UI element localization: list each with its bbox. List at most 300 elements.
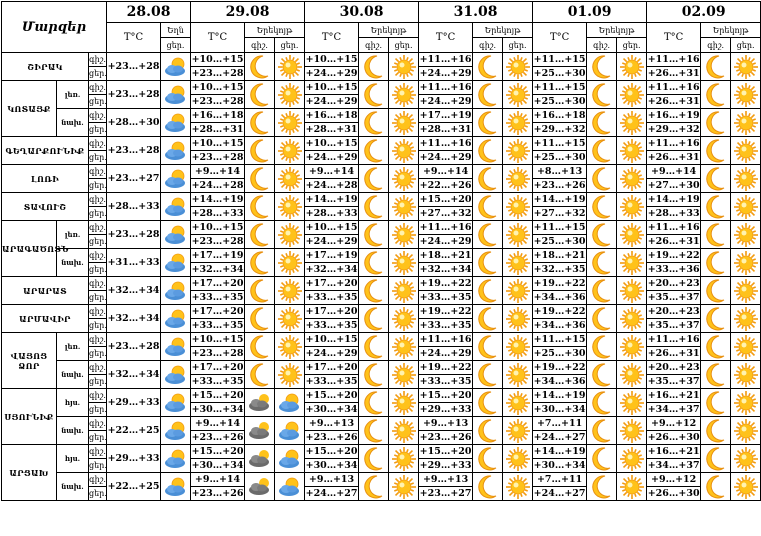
sun-icon (277, 250, 303, 276)
sun-icon (619, 278, 645, 304)
moon-icon (361, 250, 387, 276)
day-icon-cell (503, 53, 533, 81)
sun-icon (733, 390, 759, 416)
sun-icon (505, 138, 531, 164)
night-icon-cell (245, 81, 275, 109)
night-icon-cell (473, 165, 503, 193)
temperature-cell: +10…+15 +24…+29 (305, 138, 358, 163)
temperature-cell: +11…+15 +25…+30 (533, 222, 586, 247)
weather-icon-cell (161, 417, 191, 445)
moon-icon (475, 166, 501, 192)
region-name: ՏԱՎՈՒՇ (2, 193, 89, 221)
temperature-cell: +29…+33 (107, 389, 161, 417)
moon-icon (247, 222, 273, 248)
sun-icon (391, 222, 417, 248)
day-icon-cell (503, 137, 533, 165)
day-icon-cell (275, 445, 305, 473)
temperature-cell: +23…+28 (107, 137, 161, 165)
day-icon-cell (617, 81, 647, 109)
period-labels: գիշ. ցեր. (89, 333, 107, 361)
table-row (2, 193, 761, 221)
day-icon-cell (503, 417, 533, 445)
temp-unit-header: T°C (647, 23, 701, 53)
region-name: ՇԻՐԱԿ (2, 53, 89, 81)
table-row (2, 81, 761, 109)
temperature-cell: +32…+34 (107, 277, 161, 305)
temperature-cell: +16…+18 +29…+32 (533, 110, 586, 135)
partly-cloudy-icon (163, 54, 189, 80)
night-icon-cell (359, 473, 389, 501)
night-icon-cell (473, 361, 503, 389)
day-icon-cell (275, 137, 305, 165)
night-icon-cell (473, 109, 503, 137)
temperature-cell: +31…+33 (107, 249, 161, 277)
temperature-cell: +18…+21 +32…+35 (533, 250, 586, 275)
night-icon-cell (359, 109, 389, 137)
day-icon-cell (389, 361, 419, 389)
night-icon-cell (701, 249, 731, 277)
temperature-cell: +9…+14 +23…+26 (191, 418, 244, 443)
day-icon-cell (503, 81, 533, 109)
temperature-cell: +9…+12 +26…+30 (647, 474, 700, 499)
temperature-cell: +23…+28 (107, 53, 161, 81)
moon-icon (475, 446, 501, 472)
moon-icon (361, 138, 387, 164)
weather-icon-cell (161, 473, 191, 501)
temperature-cell: +10…+15 +23…+28 (191, 82, 244, 107)
temperature-cell: +10…+15 +23…+28 (191, 54, 244, 79)
moon-icon (703, 418, 729, 444)
date-header: 28.08 (107, 2, 191, 23)
night-icon-cell (701, 333, 731, 361)
moon-icon (247, 194, 273, 220)
day-icon-cell (731, 221, 761, 249)
moon-icon (247, 110, 273, 136)
night-icon-cell (359, 361, 389, 389)
table-row (2, 165, 761, 193)
day-label: ցեր. (503, 38, 533, 53)
night-icon-cell (587, 305, 617, 333)
day-icon-cell (503, 389, 533, 417)
partly-cloudy-icon (163, 138, 189, 164)
temperature-cell: +16…+21 +34…+37 (647, 446, 700, 471)
period-labels: գիշ. ցեր. (89, 473, 107, 501)
night-icon-cell (359, 445, 389, 473)
night-icon-cell (587, 445, 617, 473)
day-icon-cell (275, 417, 305, 445)
temperature-cell: +10…+15 +23…+28 (191, 334, 244, 359)
day-icon-cell (503, 361, 533, 389)
night-icon-cell (587, 389, 617, 417)
moon-icon (703, 278, 729, 304)
moon-icon (361, 194, 387, 220)
day-icon-cell (617, 165, 647, 193)
day-icon-cell (389, 221, 419, 249)
night-icon-cell (701, 277, 731, 305)
temperature-cell: +18…+21 +32…+34 (419, 250, 472, 275)
night-icon-cell (473, 221, 503, 249)
day-label: ցեր. (731, 38, 761, 53)
sun-icon (619, 418, 645, 444)
sun-icon (505, 306, 531, 332)
temperature-cell: +20…+23 +35…+37 (647, 306, 700, 331)
moon-icon (361, 474, 387, 500)
weather-icon-cell (161, 221, 191, 249)
night-label: գիշ. (587, 38, 617, 53)
sun-icon (391, 418, 417, 444)
day-icon-cell (275, 193, 305, 221)
partly-cloudy-icon (163, 446, 189, 472)
sun-icon (505, 362, 531, 388)
region-name: ԳԵՂԱՐՔՈՒՆԻՔ (2, 137, 89, 165)
temperature-cell: +15…+20 +29…+33 (419, 390, 472, 415)
table-row (2, 53, 761, 81)
partly-cloudy-icon (163, 362, 189, 388)
moon-icon (589, 390, 615, 416)
period-labels: գիշ. ցեր. (89, 81, 107, 109)
day-icon-cell (503, 305, 533, 333)
temperature-cell: +19…+22 +33…+36 (647, 250, 700, 275)
table-row (2, 305, 761, 333)
sun-icon (391, 166, 417, 192)
sun-icon (505, 110, 531, 136)
moon-icon (703, 166, 729, 192)
sun-icon (277, 306, 303, 332)
period-labels: գիշ. ցեր. (89, 277, 107, 305)
temperature-cell: +19…+22 +34…+36 (533, 306, 586, 331)
sun-icon (619, 222, 645, 248)
partly-cloudy-icon (163, 306, 189, 332)
day-icon-cell (275, 109, 305, 137)
sun-icon (505, 334, 531, 360)
weather-icon-cell (161, 249, 191, 277)
night-icon-cell (587, 53, 617, 81)
night-icon-cell (701, 361, 731, 389)
sun-icon (505, 82, 531, 108)
temperature-cell: +22…+25 (107, 473, 161, 501)
period-labels: գիշ. ցեր. (89, 445, 107, 473)
moon-icon (589, 306, 615, 332)
region-name: ԱՐՄԱՎԻՐ (2, 305, 89, 333)
sun-icon (619, 334, 645, 360)
night-icon-cell (359, 165, 389, 193)
subregion-label: լեռ. (57, 333, 89, 361)
day-icon-cell (503, 193, 533, 221)
night-icon-cell (245, 389, 275, 417)
temp-unit-header: T°C (533, 23, 587, 53)
partly-cloudy-icon (163, 250, 189, 276)
subregion-label: հյս. (57, 445, 89, 473)
day-icon-cell (731, 249, 761, 277)
partly-cloudy-icon (277, 446, 303, 472)
night-icon-cell (587, 277, 617, 305)
day-icon-cell (617, 473, 647, 501)
date-header: 02.09 (647, 2, 761, 23)
sun-icon (619, 390, 645, 416)
temperature-cell: +14…+19 +28…+33 (305, 194, 358, 219)
partly-cloudy-icon (163, 194, 189, 220)
date-header: 01.09 (533, 2, 647, 23)
partly-cloudy-icon (277, 418, 303, 444)
day-icon-cell (503, 165, 533, 193)
day-icon-cell (503, 277, 533, 305)
temperature-cell: +11…+16 +24…+29 (419, 54, 472, 79)
temperature-cell: +32…+34 (107, 305, 161, 333)
night-icon-cell (587, 137, 617, 165)
day-icon-cell (503, 445, 533, 473)
moon-icon (703, 474, 729, 500)
moon-icon (703, 110, 729, 136)
moon-icon (247, 250, 273, 276)
day-icon-cell (389, 81, 419, 109)
night-icon-cell (245, 165, 275, 193)
moon-icon (475, 278, 501, 304)
day-icon-cell (731, 193, 761, 221)
table-row (2, 445, 761, 473)
weather-icon-cell (161, 137, 191, 165)
table-row (2, 277, 761, 305)
moon-icon (361, 446, 387, 472)
night-icon-cell (587, 221, 617, 249)
sun-icon (277, 110, 303, 136)
day-icon-cell (275, 81, 305, 109)
sun-icon (733, 54, 759, 80)
sun-icon (733, 222, 759, 248)
sun-icon (619, 306, 645, 332)
sun-icon (619, 166, 645, 192)
period-labels: գիշ. ցեր. (89, 193, 107, 221)
partly-cloudy-icon (163, 390, 189, 416)
temperature-cell: +17…+20 +33…+35 (305, 362, 358, 387)
temperature-cell: +15…+20 +27…+32 (419, 194, 472, 219)
table-row (2, 473, 761, 501)
temperature-cell: +16…+18 +28…+31 (305, 110, 358, 135)
sun-icon (733, 418, 759, 444)
moon-icon (247, 82, 273, 108)
temperature-cell: +23…+27 (107, 165, 161, 193)
moon-icon (589, 446, 615, 472)
temperature-cell: +11…+16 +26…+31 (647, 138, 700, 163)
night-icon-cell (245, 109, 275, 137)
period-labels: գիշ. ցեր. (89, 361, 107, 389)
weather-icon-cell (161, 53, 191, 81)
night-icon-cell (473, 277, 503, 305)
day-icon-cell (275, 473, 305, 501)
weather-icon-cell (161, 193, 191, 221)
sun-icon (391, 138, 417, 164)
temperature-cell: +11…+15 +25…+30 (533, 138, 586, 163)
partly-cloudy-icon (277, 390, 303, 416)
temperature-cell: +9…+14 +27…+30 (647, 166, 700, 191)
night-icon-cell (587, 109, 617, 137)
temperature-cell: +16…+21 +34…+37 (647, 390, 700, 415)
temperature-cell: +10…+15 +24…+29 (305, 222, 358, 247)
temperature-cell: +8…+13 +23…+26 (533, 166, 586, 191)
temperature-cell: +17…+20 +33…+35 (191, 306, 244, 331)
subregion-label: նախ. (57, 417, 89, 445)
night-icon-cell (359, 53, 389, 81)
subregion-label: նախ. (57, 361, 89, 389)
night-icon-cell (473, 137, 503, 165)
date-header: 29.08 (191, 2, 305, 23)
sun-icon (733, 250, 759, 276)
period-labels: գիշ. ցեր. (89, 165, 107, 193)
day-icon-cell (389, 333, 419, 361)
region-name: ԱՐԱՐԱՏ (2, 277, 89, 305)
moon-icon (703, 362, 729, 388)
sun-icon (733, 446, 759, 472)
temperature-cell: +9…+14 +24…+28 (191, 166, 244, 191)
sun-icon (505, 418, 531, 444)
temperature-cell: +11…+16 +24…+29 (419, 334, 472, 359)
subregion-label: նախ. (57, 249, 89, 277)
moon-icon (703, 222, 729, 248)
sun-icon (505, 222, 531, 248)
day-icon-cell (617, 109, 647, 137)
moon-icon (475, 418, 501, 444)
moon-icon (247, 278, 273, 304)
table-row (2, 389, 761, 417)
temperature-cell: +15…+20 +30…+34 (305, 390, 358, 415)
temperature-cell: +14…+19 +30…+34 (533, 390, 586, 415)
temperature-cell: +17…+20 +33…+35 (191, 278, 244, 303)
sun-icon (505, 166, 531, 192)
moon-icon (475, 306, 501, 332)
moon-icon (475, 362, 501, 388)
region-name: ՍՅՈՒՆԻՔ (2, 389, 57, 445)
moon-icon (703, 194, 729, 220)
day-icon-cell (275, 333, 305, 361)
day-icon-cell (389, 445, 419, 473)
partly-cloudy-icon (163, 334, 189, 360)
day-icon-cell (389, 165, 419, 193)
sun-icon (733, 110, 759, 136)
day-icon-cell (389, 473, 419, 501)
moon-icon (589, 194, 615, 220)
moon-icon (361, 222, 387, 248)
moon-icon (703, 138, 729, 164)
night-icon-cell (359, 137, 389, 165)
weather-icon-cell (161, 333, 191, 361)
weather-icon-cell (161, 81, 191, 109)
sun-icon (277, 194, 303, 220)
sun-icon (733, 306, 759, 332)
day-icon-cell (731, 305, 761, 333)
region-name: ԱՐԱԳԱԾՈՏՆ (2, 221, 57, 277)
weather-header: Երեկոյթ (701, 23, 761, 38)
day-icon-cell (617, 249, 647, 277)
temperature-cell: +28…+33 (107, 193, 161, 221)
period-labels: գիշ. ցեր. (89, 305, 107, 333)
temperature-cell: +15…+20 +30…+34 (191, 390, 244, 415)
moon-icon (361, 54, 387, 80)
temperature-cell: +32…+34 (107, 361, 161, 389)
day-icon-cell (617, 221, 647, 249)
sun-icon (733, 334, 759, 360)
temperature-cell: +22…+25 (107, 417, 161, 445)
moon-icon (589, 418, 615, 444)
night-icon-cell (245, 305, 275, 333)
temperature-cell: +23…+28 (107, 221, 161, 249)
sun-icon (391, 250, 417, 276)
temperature-cell: +19…+22 +34…+36 (533, 278, 586, 303)
moon-icon (589, 138, 615, 164)
moon-icon (589, 474, 615, 500)
day-icon-cell (731, 473, 761, 501)
moon-icon (703, 82, 729, 108)
sun-icon (277, 54, 303, 80)
temperature-cell: +14…+19 +30…+34 (533, 446, 586, 471)
sun-icon (277, 362, 303, 388)
day-icon-cell (731, 417, 761, 445)
weather-icon-cell (161, 361, 191, 389)
day-icon-cell (617, 137, 647, 165)
temperature-cell: +19…+22 +33…+35 (419, 306, 472, 331)
moon-icon (475, 82, 501, 108)
regions-header: Մարզեր (2, 2, 107, 53)
day-icon-cell (617, 361, 647, 389)
day-icon-cell (389, 277, 419, 305)
weather-icon-cell (161, 165, 191, 193)
subregion-label: նախ. (57, 109, 89, 137)
sun-icon (505, 474, 531, 500)
sun-icon (505, 194, 531, 220)
night-icon-cell (245, 53, 275, 81)
weather-header: Երեկոյթ (245, 23, 305, 38)
period-labels: գիշ. ցեր. (89, 137, 107, 165)
partly-cloudy-icon (163, 278, 189, 304)
day-icon-cell (731, 445, 761, 473)
sun-icon (277, 334, 303, 360)
night-icon-cell (359, 81, 389, 109)
night-label: գիշ. (245, 38, 275, 53)
weather-icon-cell (161, 305, 191, 333)
forecast-table (1, 1, 761, 501)
night-icon-cell (701, 53, 731, 81)
temperature-cell: +11…+15 +25…+30 (533, 334, 586, 359)
temperature-cell: +19…+22 +33…+35 (419, 362, 472, 387)
night-icon-cell (587, 333, 617, 361)
night-icon-cell (473, 473, 503, 501)
moon-icon (475, 474, 501, 500)
temperature-cell: +17…+19 +32…+34 (305, 250, 358, 275)
table-row (2, 137, 761, 165)
day-icon-cell (275, 249, 305, 277)
weather-header: Երեկոյթ (587, 23, 647, 38)
day-icon-cell (731, 81, 761, 109)
sun-icon (733, 194, 759, 220)
moon-icon (247, 54, 273, 80)
moon-icon (589, 54, 615, 80)
day-icon-cell (275, 361, 305, 389)
table-row (2, 333, 761, 361)
night-icon-cell (701, 81, 731, 109)
temperature-cell: +9…+14 +23…+26 (191, 474, 244, 499)
weather-header: Երեկոյթ (473, 23, 533, 38)
night-icon-cell (473, 445, 503, 473)
moon-icon (361, 166, 387, 192)
period-labels: գիշ. ցեր. (89, 249, 107, 277)
moon-icon (247, 166, 273, 192)
temperature-cell: +17…+19 +28…+31 (419, 110, 472, 135)
temperature-cell: +28…+30 (107, 109, 161, 137)
moon-icon (475, 110, 501, 136)
temperature-cell: +11…+16 +26…+31 (647, 222, 700, 247)
sun-icon (391, 362, 417, 388)
day-icon-cell (617, 389, 647, 417)
region-name: ԿՈՏԱՅՔ (2, 81, 57, 137)
temperature-cell: +23…+28 (107, 81, 161, 109)
